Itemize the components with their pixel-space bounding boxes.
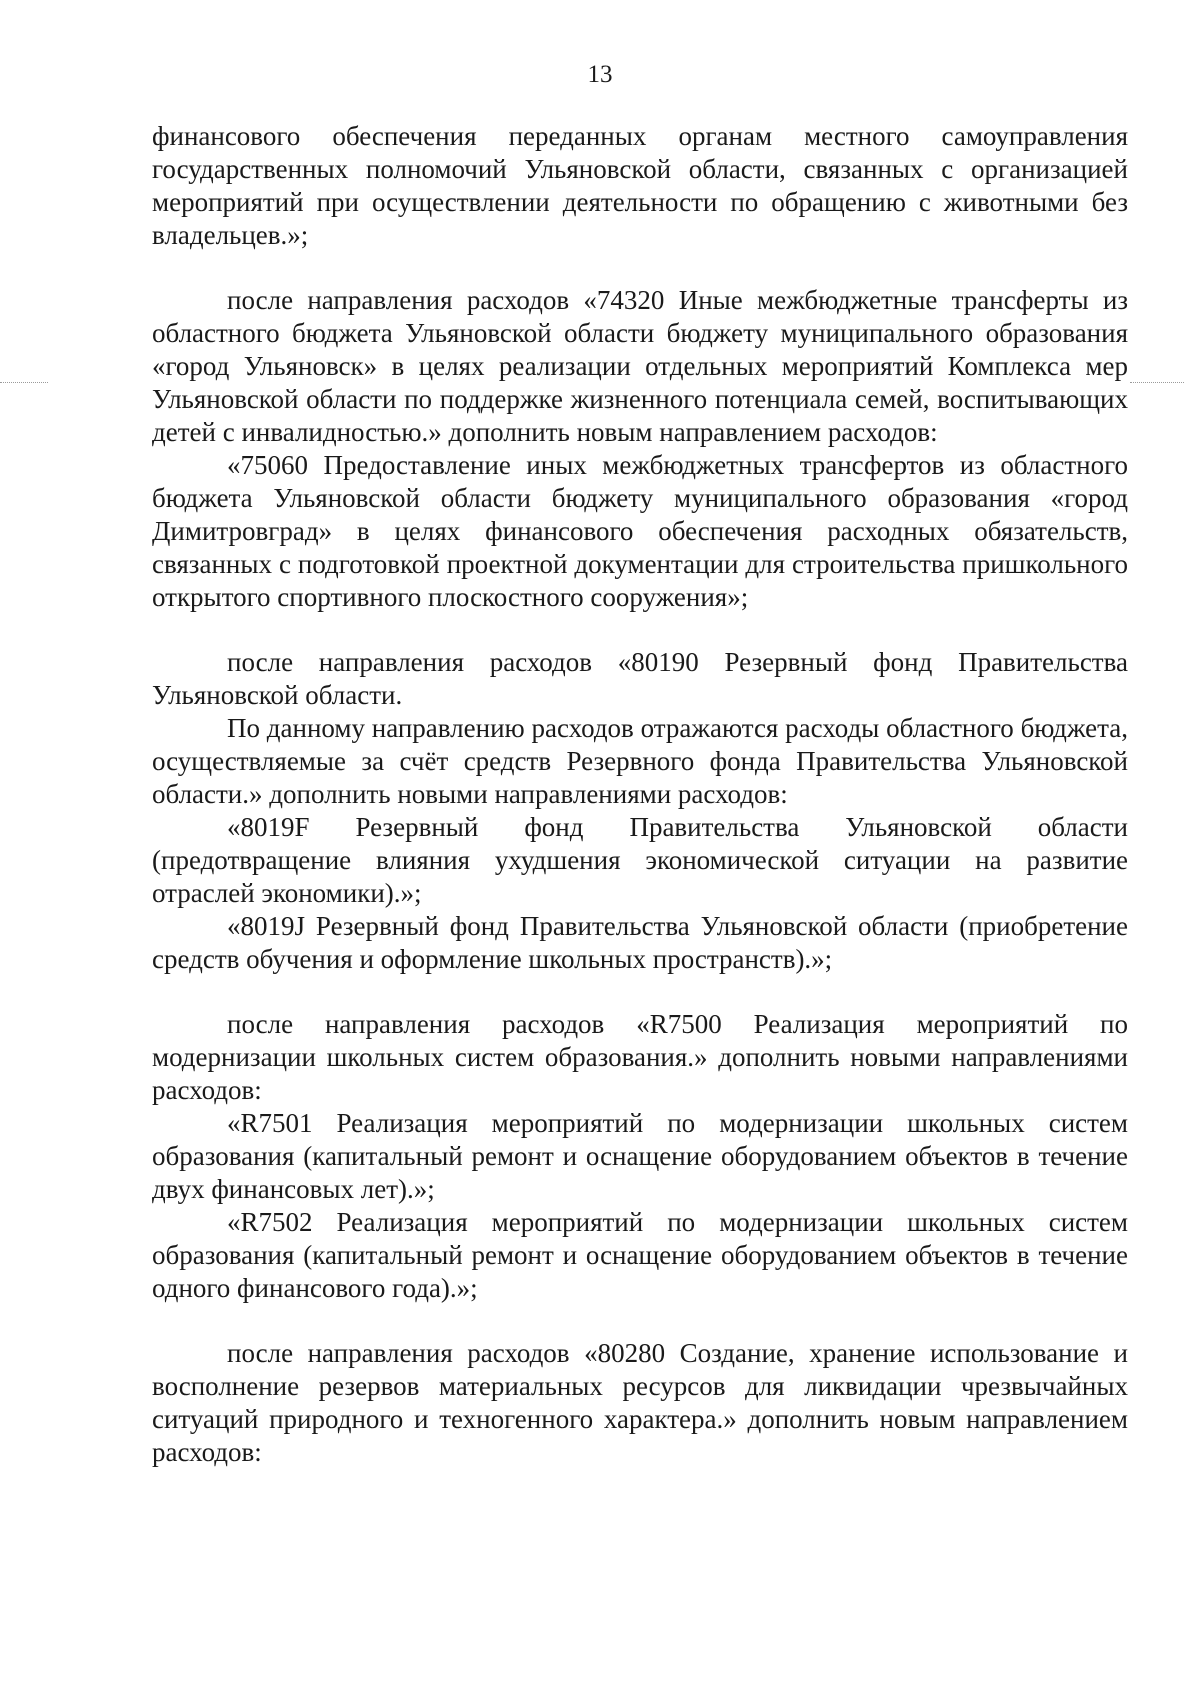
paragraph: после направления расходов «80280 Создание, хранение использование и восполнение резервов материальных ресурсов для ликвидации чрезвычайных ситуаций природного и техногенного характера.» дополнить новым направлением расходов: [152, 1338, 1128, 1467]
paragraph: «R7502 Реализация мероприятий по модернизации школьных систем образования (капитальный ремонт и оснащение оборудованием объектов в течение одного финансового года).»; [152, 1207, 1128, 1303]
paragraph: после направления расходов «74320 Иные межбюджетные трансферты из областного бюджета Ульяновской области бюджету муниципального образования «город Ульяновск» в целях реализации отдельных мероприятий Комплекса мер Ульяновской области по поддержке жизненного потенциала семей, воспитывающих детей с инвалидностью.» дополнить новым направлением расходов: [152, 285, 1128, 447]
scan-artifact-right [1130, 382, 1184, 384]
paragraph: По данному направлению расходов отражаются расходы областного бюджета, осуществляемые за счёт средств Резервного фонда Правительства Ульяновской области.» дополнить новыми направлениями расходов: [152, 713, 1128, 809]
paragraph: «75060 Предоставление иных межбюджетных трансфертов из областного бюджета Ульяновской области бюджету муниципального образования «город Димитровград» в целях финансового обеспечения расходных обязательств, связанных с подготовкой проектной документации для строительства пришкольного открытого спортивного плоскостного сооружения»; [152, 450, 1128, 612]
document-body [152, 120, 1128, 1469]
paragraph: «8019J Резервный фонд Правительства Ульяновской области (приобретение средств обучения и оформление школьных пространств).»; [152, 911, 1128, 974]
page-number: 13 [587, 61, 613, 88]
paragraph: «8019F Резервный фонд Правительства Ульяновской области (предотвращение влияния ухудшения экономической ситуации на развитие отраслей экономики).»; [152, 812, 1128, 908]
paragraph: после направления расходов «R7500 Реализация мероприятий по модернизации школьных систем образования.» дополнить новыми направлениями расходов: [152, 1009, 1128, 1105]
paragraph: финансового обеспечения переданных органам местного самоуправления государственных полномочий Ульяновской области, связанных с организацией мероприятий при осуществлении деятельности по обращению с животными без владельцев.»; [152, 121, 1128, 250]
paragraph: «R7501 Реализация мероприятий по модернизации школьных систем образования (капитальный ремонт и оснащение оборудованием объектов в течение двух финансовых лет).»; [152, 1108, 1128, 1204]
paragraph: после направления расходов «80190 Резервный фонд Правительства Ульяновской области. [152, 647, 1128, 710]
scan-artifact-left [0, 382, 48, 384]
